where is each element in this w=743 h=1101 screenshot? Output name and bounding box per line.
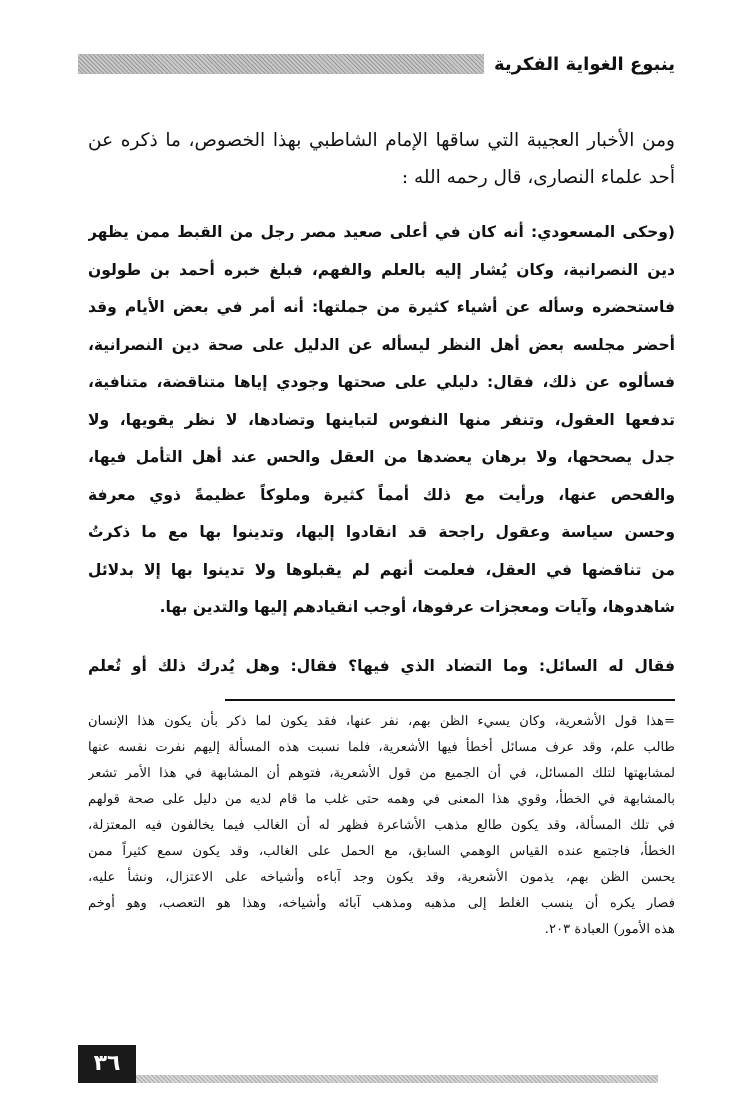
footnote-line: طالب علم، وقد عرف مسائل أخطأ فيها الأشعرية، فلما نسبت هذه المسألة إليهم نفرت نفسه عنها (88, 740, 675, 755)
page-footer-texture (78, 1075, 658, 1083)
footnote-line: لمشابهتها لتلك المسائل، في أن الجميع من قول الأشعرية، فتوهم أن المشابهة في هذا الأمر تشعر (88, 766, 675, 781)
quote-line: تدفعها العقول، وتنفر منها النفوس لتباينها وتضادها، لا نظر يقويها، ولا (88, 410, 675, 429)
quote-line: أحضر مجلسه بعض أهل النظر ليسأله عن الدليل على صحة دين النصرانية، (88, 335, 675, 354)
intro-line: ومن الأخبار العجيبة التي ساقها الإمام الشاطبي بهذا الخصوص، ما ذكره عن (88, 130, 675, 151)
footnote-line: فصار يكره أن ينسب الغلط إلى مذهبه ومذهب آبائه وأشياخه، وهذا هو التعصب، وهو أوخم (88, 896, 675, 911)
header-decorative-bar (78, 54, 484, 74)
running-header-title: ينبوع الغواية الفكرية (493, 53, 675, 75)
footnote-line: =هذا قول الأشعرية، وكان يسيء الظن بهم، نفر عنها، فقد يكون لما ذكر بأن يكون هذا الإنسان (88, 714, 675, 729)
quote-line: (وحكى المسعودي: أنه كان في أعلى صعيد مصر رجل من القبط ممن يظهر (88, 223, 675, 241)
footnote-line: هذه الأمور) العبادة ٢٠٣. (544, 922, 675, 937)
footnote (88, 709, 675, 943)
dialogue-paragraph (88, 648, 675, 684)
intro-paragraph (88, 122, 675, 196)
intro-line: أحد علماء النصارى، قال رحمه الله : (401, 167, 675, 188)
footnote-line: في تلك المسألة، وقد يكون طالع مذهب الأشاعرة فظهر له أن الغالب فيما يخالفون فيه المعتزلة، (88, 818, 675, 833)
footnote-line: الخطأ، فاجتمع عنده القياس الوهمي السابق، مع الحمل على الغالب، وقد يكون سمع كثيراً ممن (88, 844, 675, 859)
quote-line: شاهدوها، وآيات ومعجزات عرفوها، أوجب انقيادهم إليها والتدين بها. (159, 598, 675, 616)
running-header (78, 48, 675, 80)
quote-line: من تناقضها في العقل، فعلمت أنهم لم يقبلوها ولا تدينوا بها إلا بدلائل (88, 560, 675, 579)
footnote-line: بالمشابهة في الخطأ، وقوي هذا المعنى في وهمه حتى غلب ما قام لديه من دليل على صحة قولهم (88, 792, 675, 807)
quote-line: دين النصرانية، وكان يُشار إليه بالعلم والفهم، فبلغ خبره أحمد بن طولون (88, 260, 675, 279)
footnote-separator (225, 699, 675, 701)
quote-line: فاستحضره وسأله عن أشياء كثيرة من جملتها: أنه أمر في بعض الأيام وقد (88, 298, 675, 316)
quote-line: والفحص عنها، ورأيت مع ذلك أمماً كثيرة وملوكاً عظيمةً ذوي معرفة (88, 485, 675, 504)
quote-line: جدل يصححها، ولا برهان يعضدها من العقل والحس عند أهل التأمل فيها، (88, 448, 675, 466)
quote-line: وحسن سياسة وعقول راجحة قد انقادوا إليها، وتدينوا بها مع ما ذكرتُ (88, 523, 675, 541)
page-number: ٣٦ (78, 1045, 136, 1083)
dialogue-line: فقال له السائل: وما التضاد الذي فيها؟ فقال: وهل يُدرك ذلك أو تُعلم (88, 657, 675, 675)
quoted-passage (88, 214, 675, 627)
quote-line: فسألوه عن ذلك، فقال: دليلي على صحتها وجودي إياها متناقضة، متنافية، (88, 373, 675, 391)
footnote-line: يحسن الظن بهم، يذمون الأشعرية، وقد يكون وجد آباءه وأشياخه على الاعتزال، ونشأ عليه، (88, 870, 675, 885)
